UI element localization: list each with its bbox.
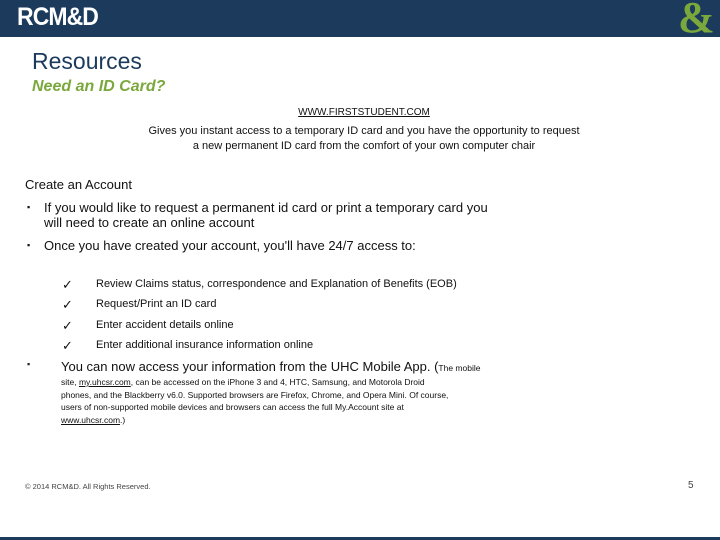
bullet-icon: ▪ xyxy=(27,202,31,212)
ampersand-logo-icon: & xyxy=(678,0,715,42)
mobile-lead: You can now access your information from the UHC Mobile App. ( xyxy=(61,359,439,374)
uhcsr-link[interactable]: www.uhcsr.com xyxy=(61,414,121,425)
checklist-text: Enter accident details online xyxy=(96,319,234,331)
checkmark-icon: ✓ xyxy=(62,318,73,333)
bullet-text-line: Once you have created your account, you'll have 24/7 access to: xyxy=(44,238,416,253)
description-line-2: a new permanent ID card from the comfort of your own computer chair xyxy=(192,140,536,152)
checklist-text: Review Claims status, correspondence and Explanation of Benefits (EOB) xyxy=(96,278,457,290)
uhcsr-mobile-link[interactable]: my.uhcsr.com xyxy=(78,377,131,387)
page-subtitle: Need an ID Card? xyxy=(32,78,166,95)
description xyxy=(120,124,608,154)
page-number: 5 xyxy=(688,480,694,491)
bullet-icon: ▪ xyxy=(27,240,31,250)
checkmark-icon: ✓ xyxy=(62,297,73,312)
checklist-text: Enter additional insurance information online xyxy=(96,339,314,351)
bullet-text-line: will need to create an online account xyxy=(44,215,255,230)
mobile-site-rest: , can be accessed on the iPhone 3 and 4, HTC, Samsung, and Motorola Droid xyxy=(130,377,425,387)
page-title: Resources xyxy=(32,48,142,74)
mobile-site-prefix: site, xyxy=(61,377,79,387)
checkmark-icon: ✓ xyxy=(62,338,73,353)
mobile-line-4: users of non-supported mobile devices and browsers can access the full My.Account site at xyxy=(61,402,404,412)
copyright-footer: © 2014 RCM&D. All Rights Reserved. xyxy=(25,482,151,491)
company-logo: RCM&D xyxy=(17,3,99,31)
mobile-lead-small: The mobile xyxy=(438,363,481,373)
bullet-text-line: If you would like to request a permanent id card or print a temporary card you xyxy=(44,200,488,215)
mobile-final-rest: .) xyxy=(120,414,126,425)
mobile-line-3: phones, and the Blackberry v6.0. Supported browsers are Firefox, Chrome, and Opera Mini. Of course, xyxy=(61,389,449,400)
section-heading: Create an Account xyxy=(25,177,132,192)
mobile-app-note xyxy=(61,358,531,426)
checkmark-icon: ✓ xyxy=(62,277,73,292)
checklist-text: Request/Print an ID card xyxy=(96,298,217,310)
firststudent-link[interactable]: WWW.FIRSTSTUDENT.COM xyxy=(298,107,430,118)
bullet-icon: ▪ xyxy=(27,359,31,369)
description-line-1: Gives you instant access to a temporary ID card and you have the opportunity to request xyxy=(148,125,580,137)
header-bar xyxy=(0,0,720,42)
